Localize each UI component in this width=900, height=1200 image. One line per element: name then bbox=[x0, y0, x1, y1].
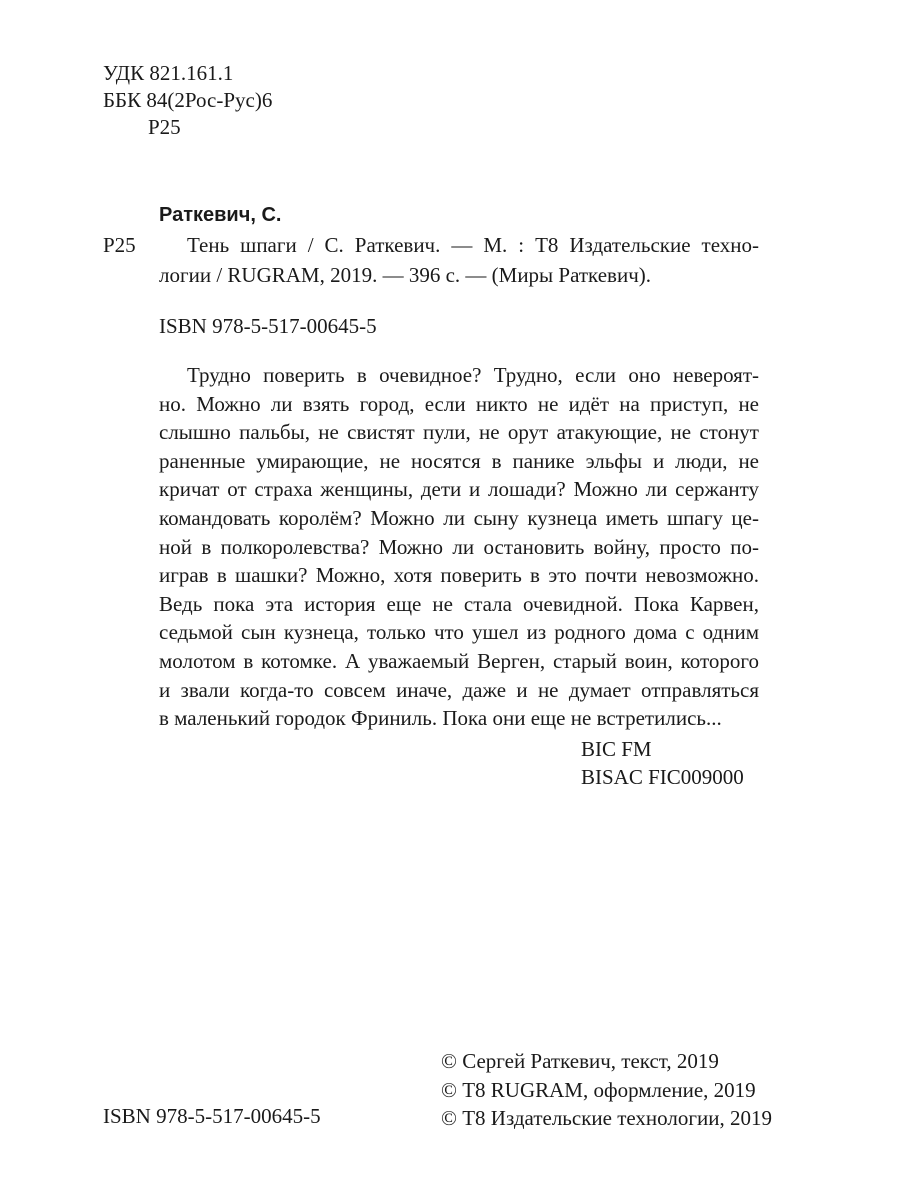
annotation-line: ной в полкоролевства? Можно ли остановить войну, просто по- bbox=[159, 534, 759, 559]
annotation-line: в маленький городок Фриниль. Пока они еще не встретились... bbox=[159, 706, 722, 731]
annotation-line: кричат от страха женщины, дети и лошади? Можно ли сержанту bbox=[159, 477, 759, 502]
bibliographic-description-line: Тень шпаги / С. Раткевич. — М. : Т8 Издательские техно- bbox=[187, 233, 759, 257]
bisac-code: BISAC FIC009000 bbox=[581, 765, 744, 789]
annotation-line: командовать королём? Можно ли сыну кузнеца иметь шпагу це- bbox=[159, 505, 759, 530]
author-mark: Р25 bbox=[148, 115, 181, 139]
copyright-list bbox=[441, 1047, 772, 1133]
bic-code: BIC FM bbox=[581, 737, 652, 761]
annotation bbox=[159, 361, 759, 733]
copyright-line: © Т8 RUGRAM, оформление, 2019 bbox=[441, 1077, 756, 1102]
isbn-footer: ISBN 978-5-517-00645-5 bbox=[103, 1104, 321, 1128]
annotation-line: слышно пальбы, не свистят пули, не орут атакующие, не стонут bbox=[159, 420, 759, 445]
annotation-line: молотом в котомке. А уважаемый Верген, старый воин, которого bbox=[159, 648, 759, 673]
annotation-line: играв в шашки? Можно, хотя поверить в это почти невозможно. bbox=[159, 563, 759, 588]
bibliographic-description-line: логии / RUGRAM, 2019. — 396 с. — (Миры Раткевич). bbox=[159, 263, 652, 287]
annotation-line: Ведь пока эта история еще не стала очевидной. Пока Карвен, bbox=[159, 591, 759, 616]
annotation-line: но. Можно ли взять город, если никто не идёт на приступ, не bbox=[159, 391, 759, 416]
isbn-main: ISBN 978-5-517-00645-5 bbox=[159, 314, 377, 338]
bbk-code: ББК 84(2Рос-Рус)6 bbox=[103, 88, 273, 112]
author-name: Раткевич, С. bbox=[159, 204, 282, 226]
annotation-line: и звали когда-то совсем иначе, даже и не думает отправляться bbox=[159, 677, 759, 702]
annotation-line: раненные умирающие, не носятся в панике эльфы и люди, не bbox=[159, 448, 759, 473]
bibliographic-description bbox=[159, 230, 759, 290]
side-author-mark: Р25 bbox=[103, 233, 136, 257]
annotation-line: Трудно поверить в очевидное? Трудно, если оно невероят- bbox=[187, 363, 759, 387]
udk-code: УДК 821.161.1 bbox=[103, 61, 234, 85]
copyright-line: © Т8 Издательские технологии, 2019 bbox=[441, 1106, 772, 1130]
annotation-line: седьмой сын кузнеца, только что ушел из родного дома с одним bbox=[159, 620, 759, 645]
copyright-line: © Сергей Раткевич, текст, 2019 bbox=[441, 1049, 719, 1073]
